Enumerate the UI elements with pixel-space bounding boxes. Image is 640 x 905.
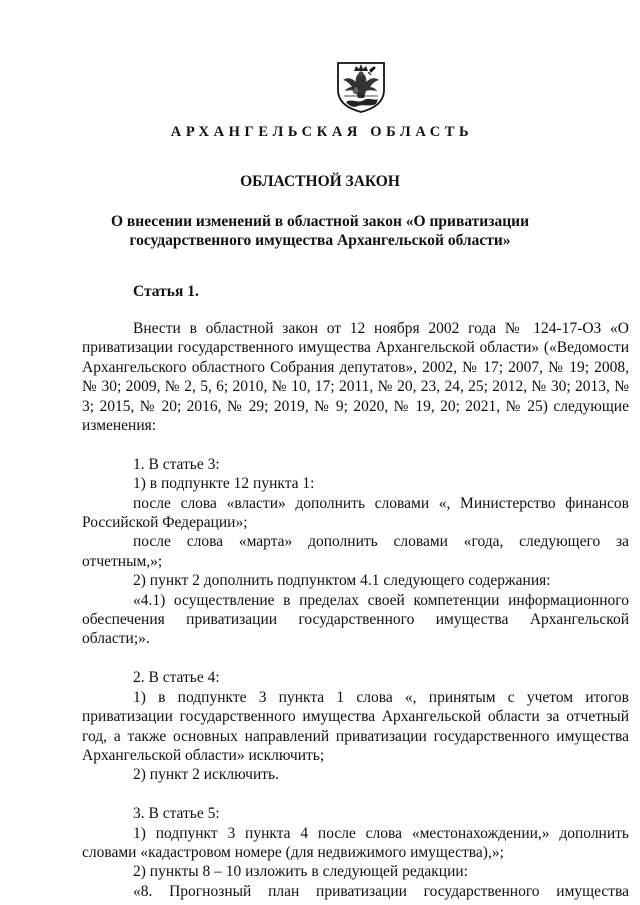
article-paragraph: «4.1) осуществление в пределах своей компетенции информационного обеспечения приватизации государственного имущества Архангельской области;». bbox=[82, 591, 629, 648]
article-paragraph: 2) пункт 2 дополнить подпунктом 4.1 следующего содержания: bbox=[133, 572, 551, 590]
article-paragraph: после слова «власти» дополнить словами «, Министерство финансов Российской Федерации»; bbox=[82, 494, 629, 532]
article-paragraph: «8. Прогнозный план приватизации государственного имущества bbox=[133, 882, 629, 900]
article-paragraph: 1) в подпункте 12 пункта 1: bbox=[133, 475, 315, 493]
article-body bbox=[82, 319, 629, 901]
region-name: АРХАНГЕЛЬСКАЯ ОБЛАСТЬ bbox=[170, 124, 474, 140]
article-paragraph: 2) пункт 2 исключить. bbox=[133, 766, 279, 784]
article-paragraph: Внести в областной закон от 12 ноября 2002 года № 124-17-ОЗ «О приватизации государственного имущества Архангельской области» («Ведомости Архангельского областного Собрания депутатов», 2002, № 17; 2007, № 19; 2008, № 30; 2009, № 2, 5, 6; 2010, № 10, 17; 2011, № 20, 23, 24, 25; 2012, № 30; 2013, № 3; 2015, № 20; 2016, № 29; 2019, № 9; 2020, № 19, 20; 2021, № 25) следующие изменения: bbox=[82, 320, 629, 435]
coat-of-arms-icon bbox=[334, 60, 388, 114]
article-paragraph: 3. В статье 5: bbox=[133, 805, 220, 823]
document-type-heading: ОБЛАСТНОЙ ЗАКОН bbox=[240, 173, 400, 190]
article-paragraph: 1) подпункт 3 пункта 4 после слова «местонахождении,» дополнить словами «кадастровом номере (для недвижимого имущества),»; bbox=[82, 824, 629, 861]
law-title: О внесении изменений в областной закон «О приватизации государственного имущества Архангельской области» bbox=[110, 213, 529, 249]
article-paragraph: 2) пункты 8 – 10 изложить в следующей редакции: bbox=[133, 863, 468, 881]
article-paragraph: после слова «марта» дополнить словами «года, следующего за отчетным,»; bbox=[82, 533, 629, 570]
article-paragraph: 1) в подпункте 3 пункта 1 слова «, принятым с учетом итогов приватизации государственного имущества Архангельской области за отчетный год, а также основных направлений приватизации государственного имущества Архангельской области» исключить; bbox=[82, 688, 629, 764]
article-paragraph: 1. В статье 3: bbox=[133, 455, 220, 473]
article-paragraph: 2. В статье 4: bbox=[133, 669, 220, 687]
article-heading: Статья 1. bbox=[133, 283, 199, 300]
